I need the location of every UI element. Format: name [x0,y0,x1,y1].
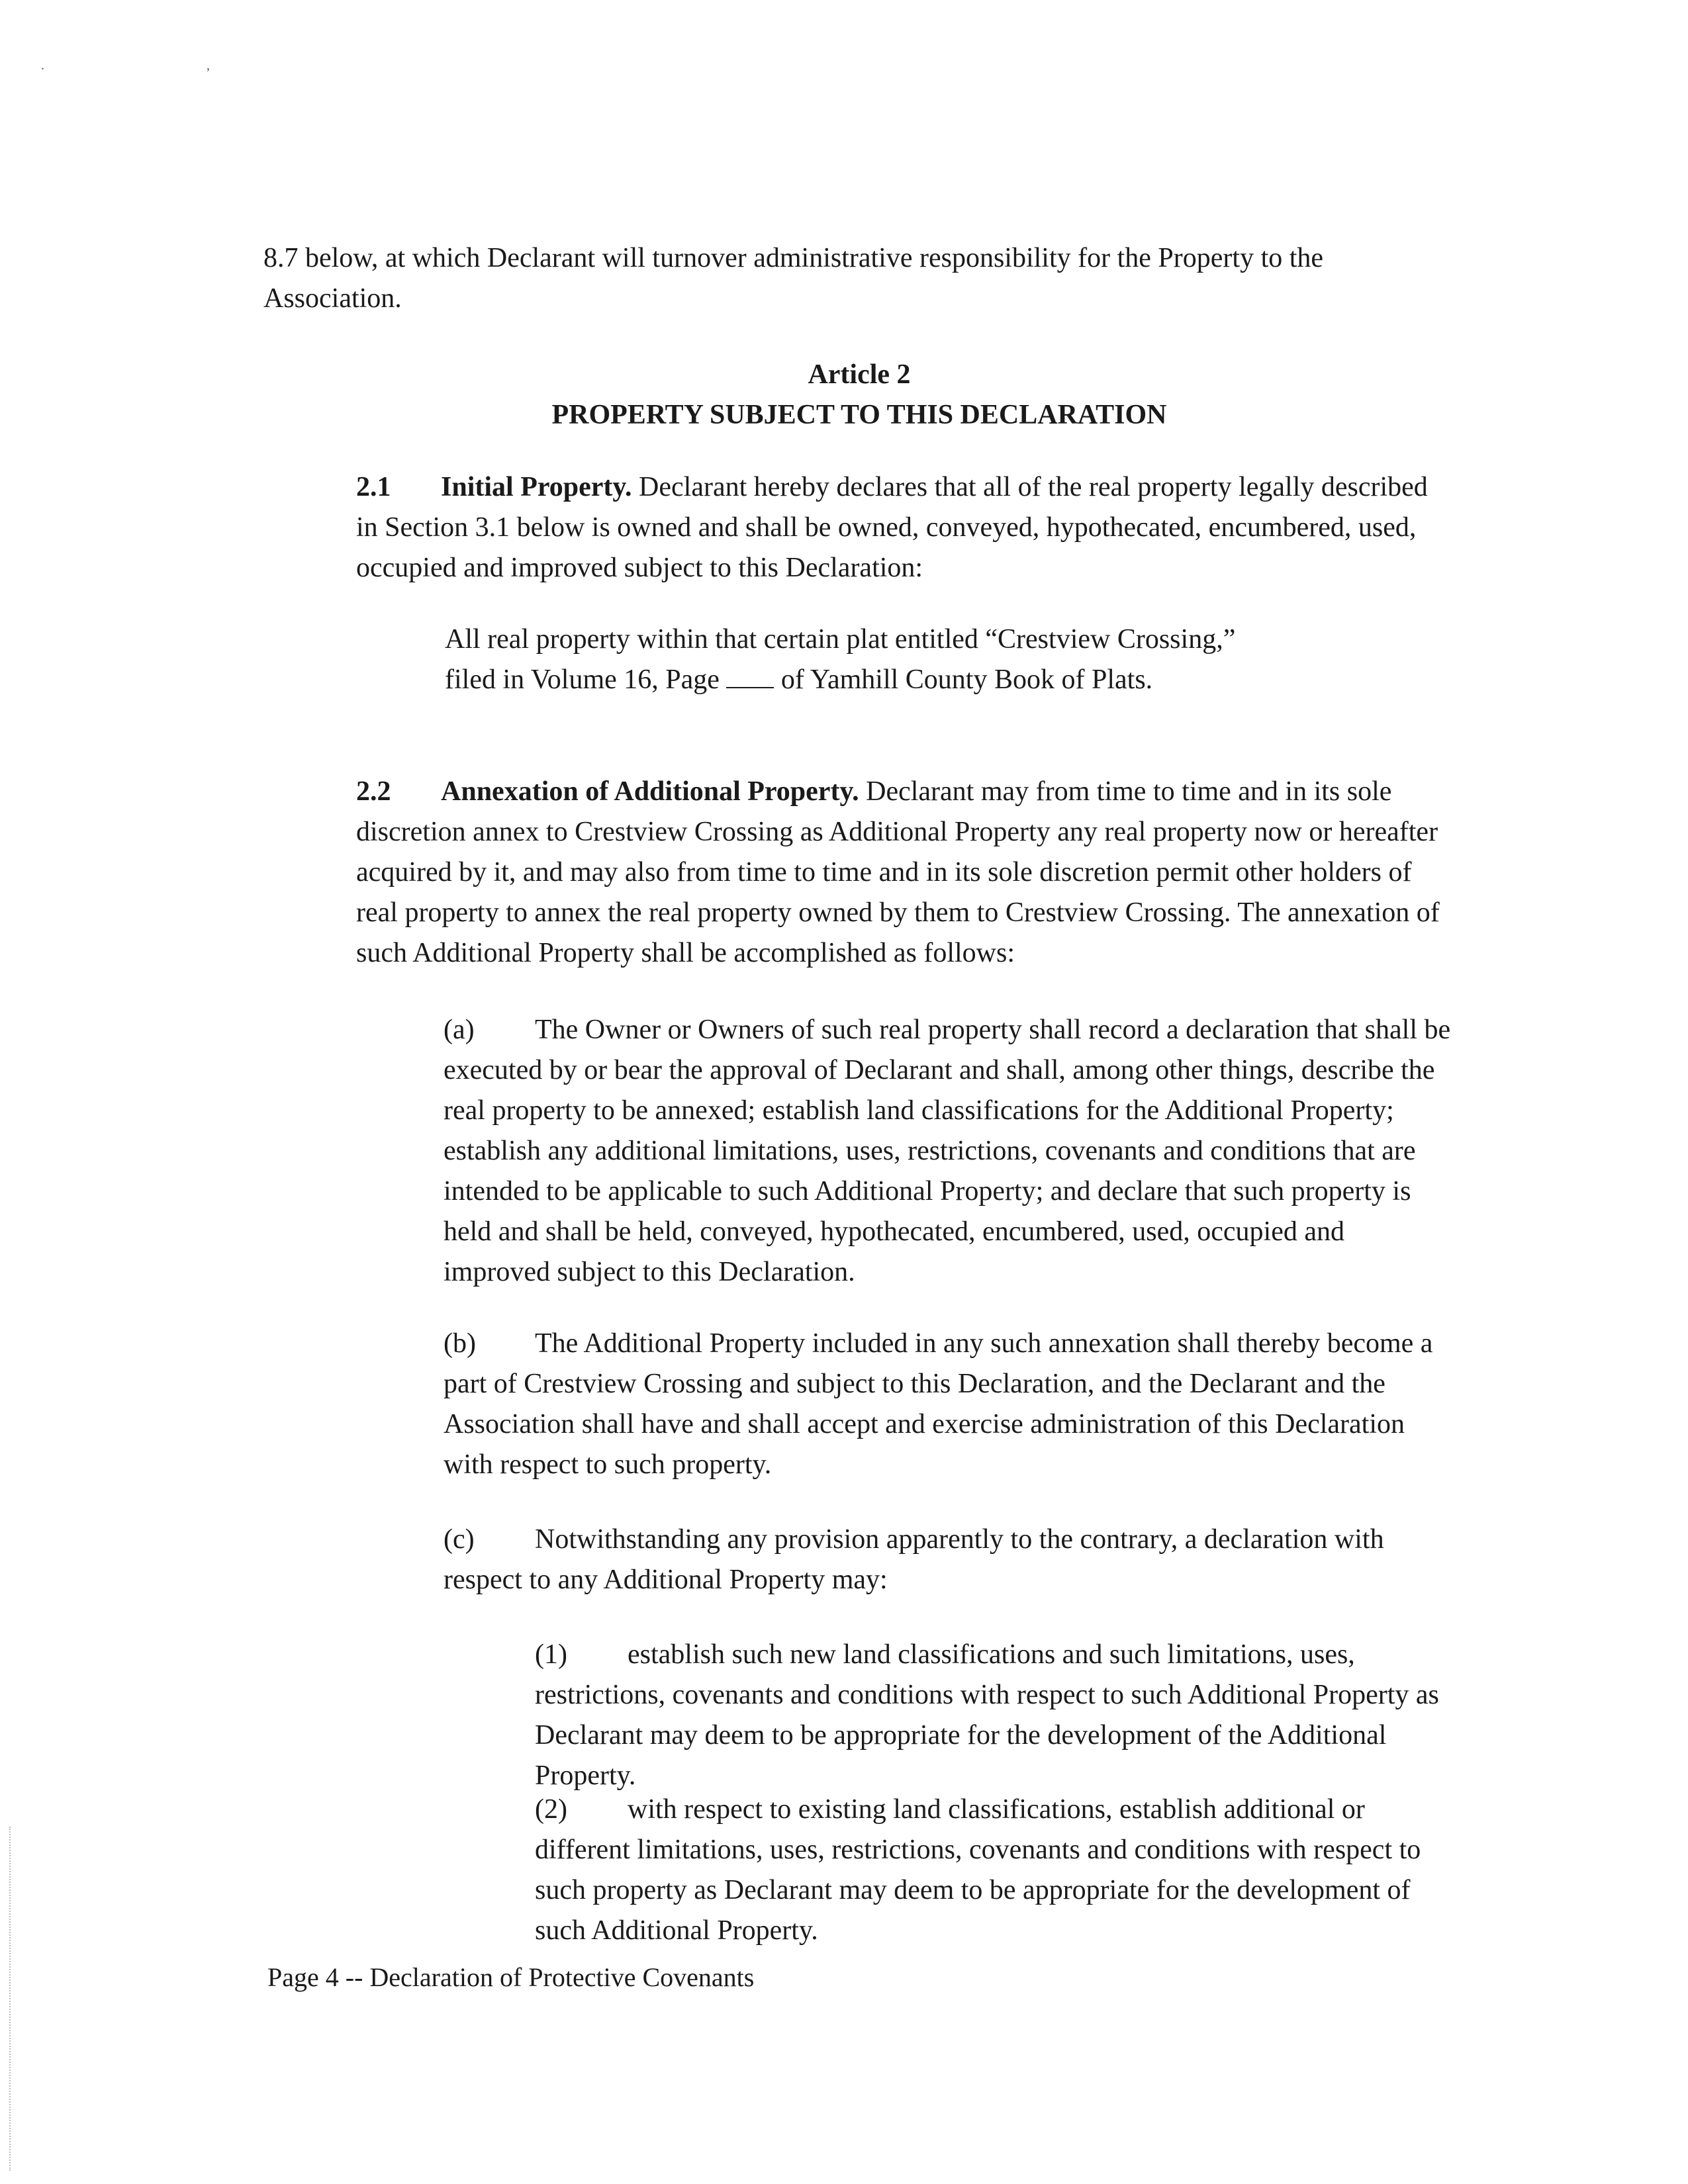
subsection-c-marker: (c) [444,1524,475,1555]
section-2-1-body: Declarant hereby declares that all of the real property legally described in Section 3.1 below is owned and shall be owned, conveyed, hypothecated, encumbered, used, occupied and improved subject to this Declaration: [356,472,1428,583]
item-2-text: with respect to existing land classifications, establish additional or different limitations, uses, restrictions, covenants and conditions with respect to such property as Declarant may deem to be appropriate for the development of such Additional Property. [535,1794,1421,1946]
item-2-marker: (2) [535,1794,567,1825]
item-1 [263,1635,1455,1796]
scan-edge-marks [9,1827,13,2171]
continuation-paragraph [263,238,1455,319]
item-1-marker: (1) [535,1639,567,1670]
section-2-2-title: Annexation of Additional Property. [441,776,859,807]
legal-description-end: of Yamhill County Book of Plats. [780,664,1153,695]
subsection-a-marker: (a) [444,1015,475,1045]
article-title: PROPERTY SUBJECT TO THIS DECLARATION [551,400,1167,430]
page-number-blank [726,663,774,688]
article-number: Article 2 [808,359,911,390]
subsection-a [263,1010,1455,1293]
subsection-b-text: The Additional Property included in any such annexation shall thereby become a part of Crestview Crossing and subject to this Declaration, and the Declarant and the Association shall have and shall accept and exercise administration of this Declaration with respect to such property. [444,1328,1433,1480]
subsection-b [263,1324,1455,1485]
continuation-text: 8.7 below, at which Declarant will turnover administrative responsibility for the Property to the Association. [263,243,1324,314]
scan-specks: . , [41,58,289,73]
legal-description [445,619,1279,700]
section-2-2-number: 2.2 [356,776,391,807]
legal-description-start: All real property within that certain plat entitled “Crestview Crossing,” filed in Volume 16, Page [445,624,1236,695]
section-2-1 [263,467,1455,588]
item-1-text: establish such new land classifications and such limitations, uses, restrictions, covenants and conditions with respect to such Additional Property as Declarant may deem to be appropriate for the development of the Additional Property. [535,1639,1439,1791]
section-2-2 [263,772,1455,974]
item-2 [263,1790,1455,1951]
section-2-2-body: Declarant may from time to time and in its sole discretion annex to Crestview Crossing as Additional Property any real property now or hereafter acquired by it, and may also from time to time and in its sole discretion permit other holders of real property to annex the real property owned by them to Crestview Crossing. The annexation of such Additional Property shall be accomplished as follows: [356,776,1440,968]
subsection-c-text: Notwithstanding any provision apparently to the contrary, a declaration with respect to any Additional Property may: [444,1524,1384,1595]
page-footer: Page 4 -- Declaration of Protective Covenants [267,1962,755,1992]
section-2-1-number: 2.1 [356,472,391,502]
subsection-a-text: The Owner or Owners of such real property shall record a declaration that shall be executed by or bear the approval of Declarant and shall, among other things, describe the real property to be annexed; establish land classifications for the Additional Property; establish any additional limitations, uses, restrictions, covenants and conditions that are intended to be applicable to such Additional Property; and declare that such property is held and shall be held, conveyed, hypothecated, encumbered, used, occupied and improved subject to this Declaration. [444,1015,1451,1287]
subsection-b-marker: (b) [444,1328,476,1359]
section-2-1-title: Initial Property. [441,472,632,502]
subsection-c [263,1520,1455,1600]
